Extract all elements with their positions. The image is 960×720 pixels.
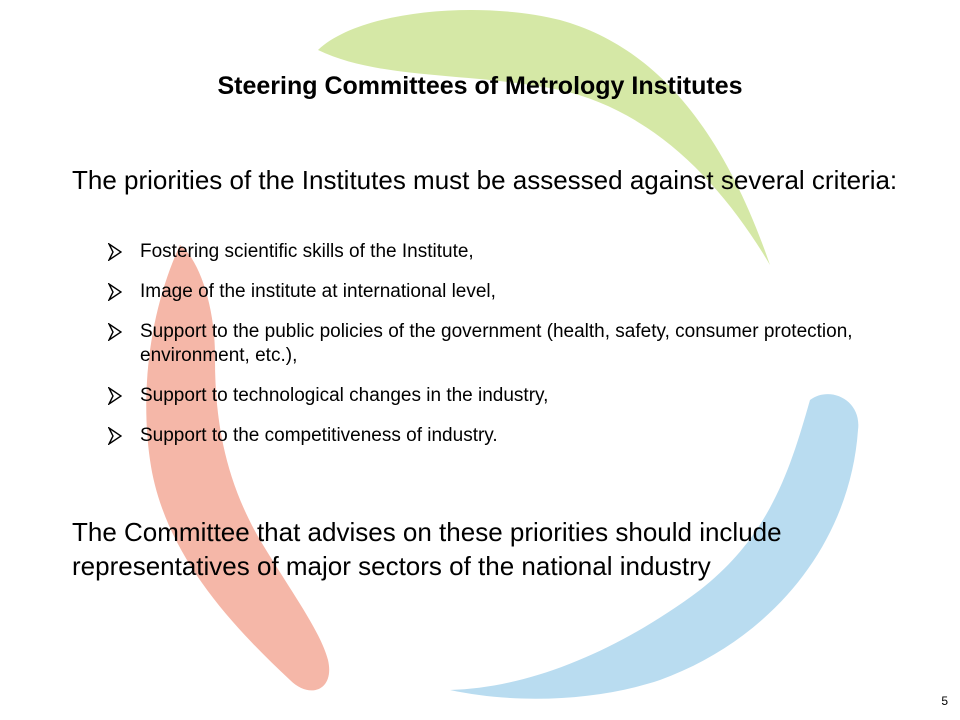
list-item — [108, 320, 898, 368]
green-swoosh — [318, 10, 770, 265]
list-item — [108, 240, 898, 264]
list-item-text: Support to the competitiveness of industry. — [140, 425, 498, 446]
page-number: 5 — [941, 694, 948, 708]
list-item-text: Support to the public policies of the government (health, safety, consumer protection, environment, etc.), — [140, 321, 853, 366]
criteria-list — [108, 240, 898, 464]
arrow-bullet-icon — [108, 323, 122, 341]
intro-paragraph: The priorities of the Institutes must be assessed against several criteria: — [72, 165, 898, 195]
arrow-bullet-icon — [108, 283, 122, 301]
arrow-bullet-icon — [108, 427, 122, 445]
closing-paragraph: The Committee that advises on these priorities should include representatives of major sectors of the national industry — [72, 517, 782, 581]
list-item-text: Image of the institute at international level, — [140, 281, 496, 302]
list-item-text: Fostering scientific skills of the Institute, — [140, 241, 474, 262]
arrow-bullet-icon — [108, 387, 122, 405]
arrow-bullet-icon — [108, 243, 122, 261]
list-item — [108, 384, 898, 408]
slide-title: Steering Committees of Metrology Institutes — [217, 72, 743, 100]
list-item — [108, 280, 898, 304]
list-item — [108, 424, 898, 448]
list-item-text: Support to technological changes in the industry, — [140, 385, 549, 406]
